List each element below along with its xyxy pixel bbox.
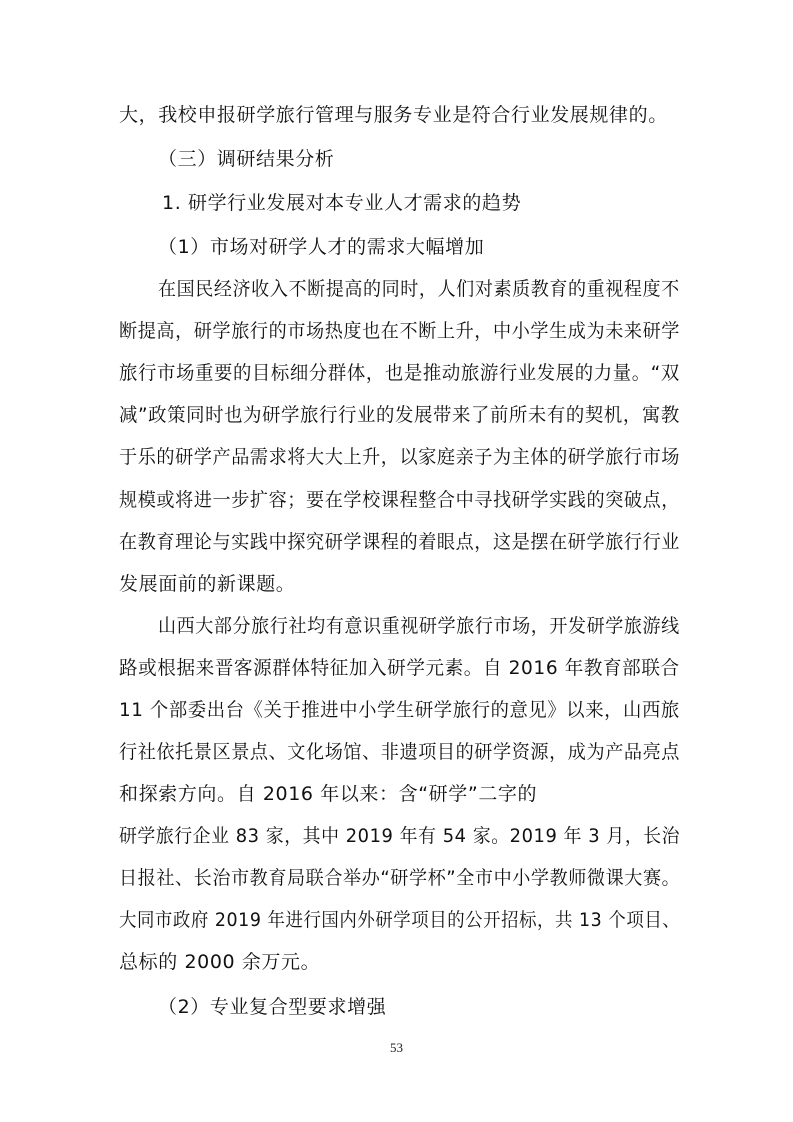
paragraph-line: 在国民经济收入不断提高的同时，人们对素质教育的重视程度不 — [158, 278, 680, 300]
paragraph-line: 总标的 2000 余万元。 — [119, 951, 321, 973]
paragraph-line: 行社依托景区景点、文化场馆、非遗项目的研学资源，成为产品亮点 — [119, 741, 681, 763]
page-number: 53 — [390, 1040, 403, 1055]
paragraph-line: 路或根据来晋客源群体特征加入研学元素。自 2016 年教育部联合 — [119, 657, 680, 679]
paragraph-line: 11 个部委出台《关于推进中小学生研学旅行的意见》以来，山西旅 — [119, 699, 680, 721]
paragraph-line: 研学旅行企业 83 家，其中 2019 年有 54 家。2019 年 3 月，长治 — [119, 825, 681, 847]
paragraph-line: 大同市政府 2019 年进行国内外研学项目的公开招标，共 13 个项目、 — [119, 909, 681, 931]
paragraph-line: 日报社、长治市教育局联合举办“研学杯”全市中小学教师微课大赛。 — [119, 867, 681, 889]
subsection-heading: 1. 研学行业发展对本专业人才需求的趋势 — [162, 192, 522, 214]
paragraph-line: 于乐的研学产品需求将大大上升，以家庭亲子为主体的研学旅行市场 — [119, 446, 681, 468]
paragraph-line: 减”政策同时也为研学旅行行业的发展带来了前所未有的契机，寓教 — [119, 404, 680, 426]
paragraph-line: 大，我校申报研学旅行管理与服务专业是符合行业发展规律的。 — [119, 104, 668, 126]
paragraph-line: 旅行市场重要的目标细分群体，也是推动旅游行业发展的力量。“双 — [119, 362, 680, 384]
subsection-heading: （1）市场对研学人才的需求大幅增加 — [158, 236, 485, 258]
subsection-heading: （2）专业复合型要求增强 — [158, 996, 387, 1018]
paragraph-line: 断提高，研学旅行的市场热度也在不断上升，中小学生成为未来研学 — [119, 320, 681, 342]
paragraph-line: 规模或将进一步扩容；要在学校课程整合中寻找研学实践的突破点， — [119, 489, 681, 511]
paragraph-line: 和探索方向。自 2016 年以来：含“研学”二字的 — [119, 783, 538, 805]
paragraph-line: 发展面前的新课题。 — [119, 573, 296, 595]
section-heading: （三）调研结果分析 — [158, 148, 335, 170]
paragraph-line: 在教育理论与实践中探究研学课程的着眼点，这是摆在研学旅行行业 — [119, 531, 681, 553]
paragraph-line: 山西大部分旅行社均有意识重视研学旅行市场，开发研学旅游线 — [158, 615, 680, 637]
